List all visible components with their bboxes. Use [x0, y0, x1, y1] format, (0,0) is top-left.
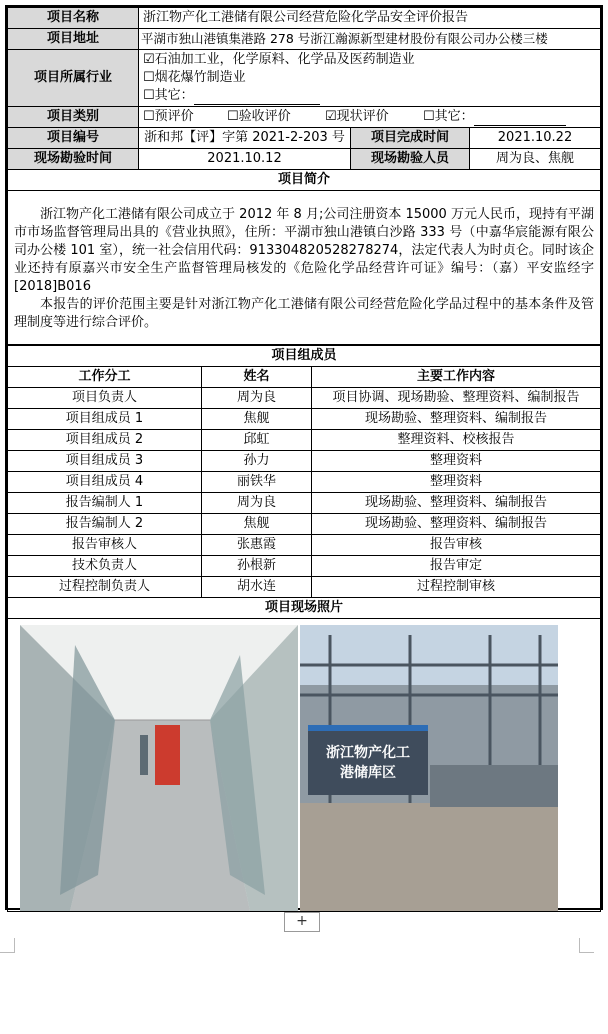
member-work: 现场勘验、整理资料、编制报告 [312, 493, 601, 514]
row-address [8, 29, 601, 50]
member-name: 周为良 [202, 493, 312, 514]
project-address: 平湖市独山港镇集港路 278 号浙江瀚源新型建材股份有限公司办公楼三楼 [139, 29, 601, 50]
address-label: 项目地址 [8, 29, 139, 50]
industry-option-1[interactable]: ☑石油加工业，化学原料、化学品及医药制造业 [143, 52, 415, 67]
survey-people: 周为良、焦舰 [470, 149, 601, 170]
intro-title: 项目简介 [8, 170, 601, 191]
member-role: 报告编制人 1 [8, 493, 202, 514]
member-work: 整理资料、校核报告 [312, 430, 601, 451]
member-role: 报告编制人 2 [8, 514, 202, 535]
report-page [5, 5, 603, 910]
member-name: 焦舰 [202, 514, 312, 535]
add-page-button[interactable]: + [284, 912, 320, 932]
row-intro-body [8, 191, 601, 345]
row-industry [8, 50, 601, 107]
code-label: 项目编号 [8, 128, 139, 149]
row-photos [8, 619, 601, 912]
member-role: 项目组成员 1 [8, 409, 202, 430]
info-table [7, 7, 601, 345]
member-role: 技术负责人 [8, 556, 202, 577]
category-options [139, 107, 601, 128]
survey-time-label: 现场勘验时间 [8, 149, 139, 170]
project-name: 浙江物产化工港储有限公司经营危险化学品安全评价报告 [139, 8, 601, 29]
member-row [8, 472, 601, 493]
industry-option-3[interactable]: ☐其它： [143, 87, 596, 105]
complete-label: 项目完成时间 [351, 128, 470, 149]
member-work: 报告审定 [312, 556, 601, 577]
member-role: 项目组成员 3 [8, 451, 202, 472]
intro-paragraph-1: 浙江物产化工港储有限公司成立于 2012 年 8 月;公司注册资本 15000 万元人民币，现持有平湖市市场监督管理局出具的《营业执照》，住所：平湖市独山港镇白沙路 333 号（中嘉华宸能源有限公司办公楼 101 室），统一社会信用代码：913304820528278274，法定代表人为时贞仑。同时该企业还持有原嘉兴市安全生产监督管理局核发的《危险化学品经营许可证》编号：（嘉）平安监经字[2018]B016 [14, 207, 594, 294]
crop-mark [0, 938, 15, 953]
industry-option-2[interactable]: ☐烟花爆竹制造业 [143, 70, 246, 85]
project-code: 浙和邦【评】字第 2021-2-203 号 [139, 128, 351, 149]
category-option-3[interactable]: ☑现状评价 [325, 109, 389, 124]
member-rows [8, 388, 601, 598]
member-row [8, 493, 601, 514]
header-work: 主要工作内容 [312, 367, 601, 388]
members-title: 项目组成员 [8, 346, 601, 367]
member-name: 孙根新 [202, 556, 312, 577]
row-survey [8, 149, 601, 170]
survey-people-label: 现场勘验人员 [351, 149, 470, 170]
member-row [8, 388, 601, 409]
row-members-title [8, 346, 601, 367]
member-name: 孙力 [202, 451, 312, 472]
photos-cell [8, 619, 601, 912]
photos-title: 项目现场照片 [8, 598, 601, 619]
member-name: 丽铁华 [202, 472, 312, 493]
name-label: 项目名称 [8, 8, 139, 29]
row-category [8, 107, 601, 128]
sign-line-1: 浙江物产化工 [326, 745, 410, 761]
member-work: 项目协调、现场勘验、整理资料、编制报告 [312, 388, 601, 409]
member-work: 现场勘验、整理资料、编制报告 [312, 514, 601, 535]
corridor-photo [20, 625, 298, 911]
category-label: 项目类别 [8, 107, 139, 128]
category-option-1[interactable]: ☐预评价 [143, 109, 194, 124]
category-option-2[interactable]: ☐验收评价 [227, 109, 291, 124]
row-name [8, 8, 601, 29]
header-role: 工作分工 [8, 367, 202, 388]
member-row [8, 430, 601, 451]
member-work: 报告审核 [312, 535, 601, 556]
industry-options [139, 50, 601, 107]
member-name: 焦舰 [202, 409, 312, 430]
member-name: 胡水连 [202, 577, 312, 598]
member-role: 项目组成员 2 [8, 430, 202, 451]
storage-area-photo [300, 625, 558, 911]
member-role: 项目组成员 4 [8, 472, 202, 493]
row-intro-title [8, 170, 601, 191]
members-table [7, 345, 601, 912]
survey-time: 2021.10.12 [139, 149, 351, 170]
complete-date: 2021.10.22 [470, 128, 601, 149]
member-role: 过程控制负责人 [8, 577, 202, 598]
member-row [8, 577, 601, 598]
member-name: 邱虹 [202, 430, 312, 451]
header-name: 姓名 [202, 367, 312, 388]
member-work: 整理资料 [312, 451, 601, 472]
industry-label: 项目所属行业 [8, 50, 139, 107]
row-code [8, 128, 601, 149]
member-row [8, 451, 601, 472]
intro-body [8, 191, 601, 345]
row-photos-title [8, 598, 601, 619]
member-work: 过程控制审核 [312, 577, 601, 598]
member-name: 张惠霞 [202, 535, 312, 556]
member-role: 报告审核人 [8, 535, 202, 556]
member-row [8, 514, 601, 535]
member-row [8, 556, 601, 577]
member-work: 整理资料 [312, 472, 601, 493]
category-option-4[interactable]: ☐其它： [423, 109, 566, 124]
member-row [8, 535, 601, 556]
member-name: 周为良 [202, 388, 312, 409]
member-role: 项目负责人 [8, 388, 202, 409]
crop-mark [579, 938, 594, 953]
intro-paragraph-2: 本报告的评价范围主要是针对浙江物产化工港储有限公司经营危险化学品过程中的基本条件及管理制度等进行综合评价。 [14, 297, 594, 330]
member-row [8, 409, 601, 430]
sign-line-2: 港储库区 [340, 765, 396, 781]
members-header-row [8, 367, 601, 388]
member-work: 现场勘验、整理资料、编制报告 [312, 409, 601, 430]
